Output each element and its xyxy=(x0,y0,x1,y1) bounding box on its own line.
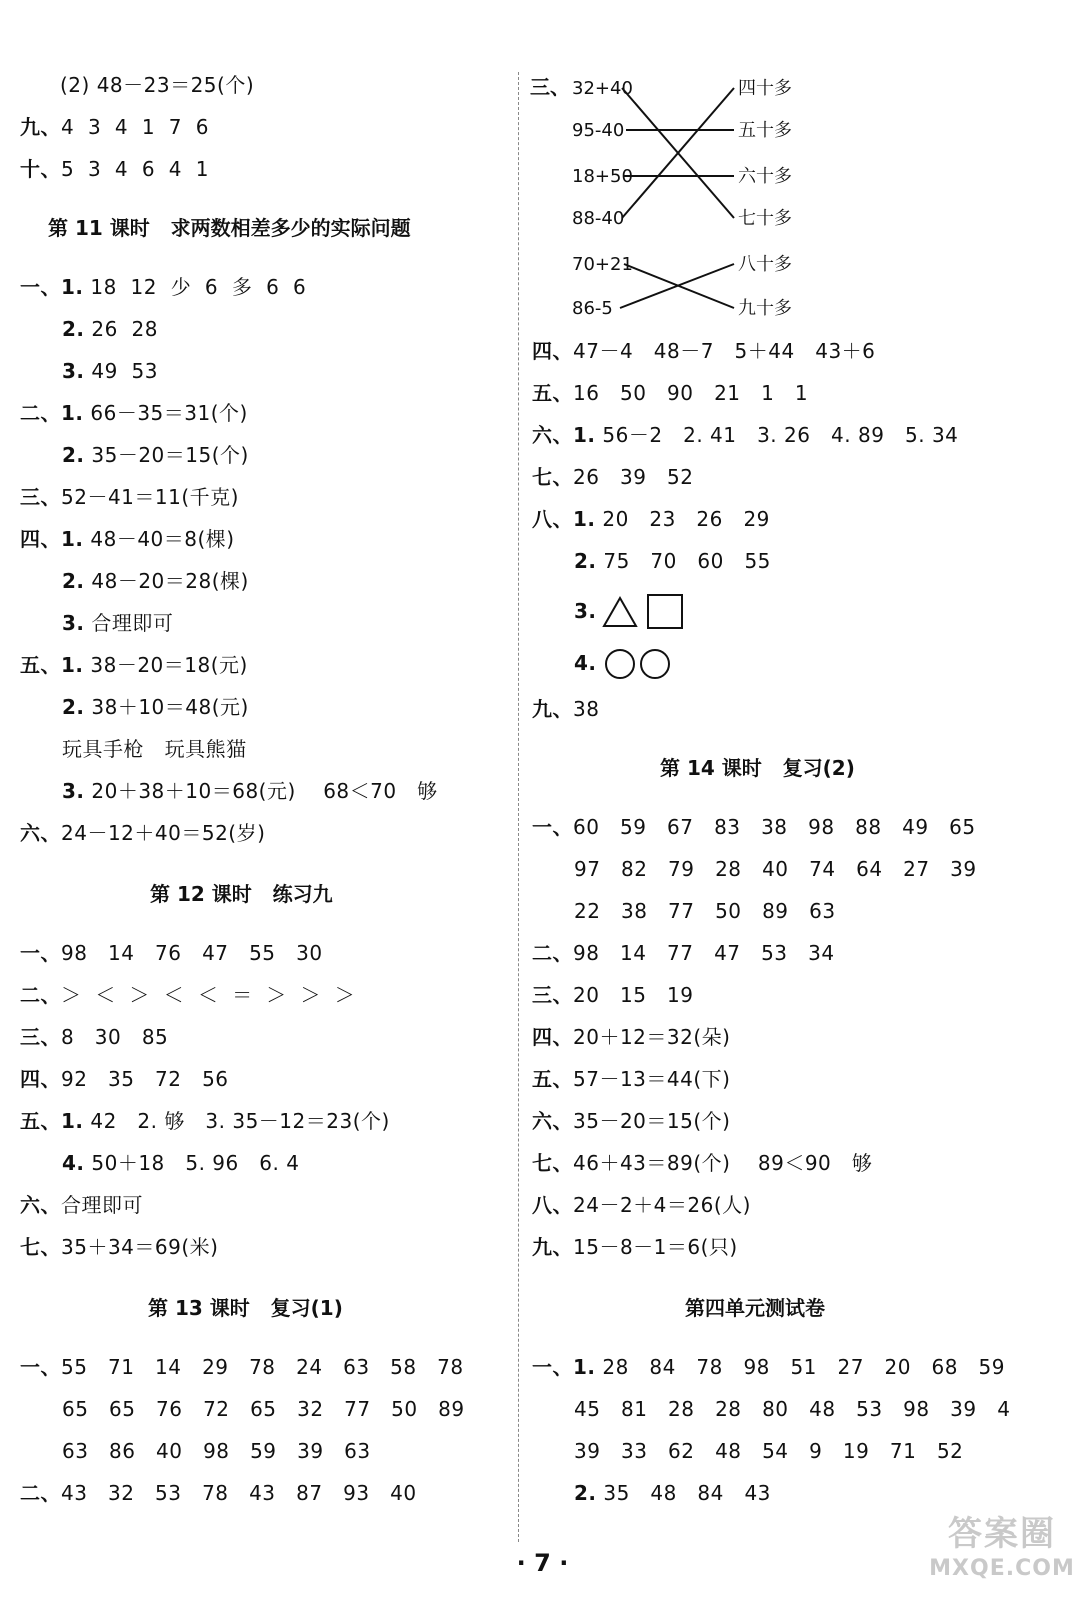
answer-line: 四、92 35 72 56 xyxy=(20,1067,229,1091)
question-label: 六、 xyxy=(20,821,61,845)
match-right-item: 五十多 xyxy=(738,120,792,141)
answer-line: 4. 50＋18 5. 96 6. 4 xyxy=(62,1151,300,1175)
answer-line: 六、35－20＝15(个) xyxy=(532,1109,731,1133)
match-left-item: 70+21 xyxy=(572,254,633,275)
answer-line: 三、20 15 19 xyxy=(532,983,694,1007)
question-label: 3. xyxy=(62,359,85,383)
answer-line: 四、1. 48－40＝8(棵) xyxy=(20,527,235,551)
answer-line: 六、24－12＋40＝52(岁) xyxy=(20,821,266,845)
answer-line: 3. 49 53 xyxy=(62,359,158,383)
answer-line: 九、15－8－1＝6(只) xyxy=(532,1235,738,1259)
answer-line: 五、1. 42 2. 够 3. 35－12＝23(个) xyxy=(20,1109,390,1133)
question-label: 八、 xyxy=(532,1193,573,1217)
answer-line: 五、1. 38－20＝18(元) xyxy=(20,653,248,677)
answer-line: 2. 26 28 xyxy=(62,317,158,341)
answer-line: 十、5 3 4 6 4 1 xyxy=(20,157,209,181)
question-label: 二、1. xyxy=(20,401,84,425)
answer-line: 九、38 xyxy=(532,697,600,721)
answer-line: 二、1. 66－35＝31(个) xyxy=(20,401,248,425)
question-label: 五、1. xyxy=(20,653,84,677)
question-label: 四、 xyxy=(532,339,573,363)
question-label: 3. xyxy=(62,779,85,803)
match-right-item: 八十多 xyxy=(738,254,792,275)
answer-line: 一、1. 28 84 78 98 51 27 20 68 59 xyxy=(532,1355,1005,1379)
answer-line: 四、47－4 48－7 5＋44 43＋6 xyxy=(532,339,876,363)
question-label: 三、 xyxy=(20,485,61,509)
answer-line: 八、24－2＋4＝26(人) xyxy=(532,1193,751,1217)
circle-icon xyxy=(606,650,634,678)
question-label: 三、 xyxy=(532,983,573,1007)
question-label: 2. xyxy=(62,317,85,341)
answer-line: 2. 35－20＝15(个) xyxy=(62,443,249,467)
triangle-icon xyxy=(604,598,636,626)
question-label: 一、 xyxy=(20,1355,61,1379)
answer-line: (2) 48－23＝25(个) xyxy=(60,73,255,97)
answer-line: 2. 38＋10＝48(元) xyxy=(62,695,249,719)
answer-line: 六、合理即可 xyxy=(20,1193,143,1217)
section-heading: 第四单元测试卷 xyxy=(685,1296,825,1320)
circle-icon xyxy=(641,650,669,678)
answer-line: 二、＞ ＜ ＞ ＜ ＜ ＝ ＞ ＞ ＞ xyxy=(20,983,356,1007)
question-label: 2. xyxy=(62,569,85,593)
answer-line: 七、26 39 52 xyxy=(532,465,694,489)
answer-line: 22 38 77 50 89 63 xyxy=(574,899,836,923)
answer-line: 39 33 62 48 54 9 19 71 52 xyxy=(574,1439,964,1463)
question-label: 4. xyxy=(574,651,597,675)
question-label: 五、 xyxy=(532,1067,573,1091)
section-heading: 第 14 课时 复习(2) xyxy=(660,756,855,780)
match-left-item: 86-5 xyxy=(572,298,613,319)
matching-diagram xyxy=(530,68,830,328)
question-label: 一、1. xyxy=(532,1355,596,1379)
answer-line: 2. 75 70 60 55 xyxy=(574,549,771,573)
column-divider xyxy=(518,72,519,1542)
answer-line: 97 82 79 28 40 74 64 27 39 xyxy=(574,857,977,881)
question-label: 三、 xyxy=(20,1025,61,1049)
question-label: 七、 xyxy=(532,1151,573,1175)
answer-line: 63 86 40 98 59 39 63 xyxy=(62,1439,371,1463)
match-right-item: 九十多 xyxy=(738,298,792,319)
page-number: · 7 · xyxy=(516,1549,569,1577)
question-label: 2. xyxy=(574,549,597,573)
answer-line: 2. 35 48 84 43 xyxy=(574,1481,771,1505)
watermark-text: 答案圈 xyxy=(948,1514,1056,1554)
answer-line: 2. 48－20＝28(棵) xyxy=(62,569,249,593)
answer-line: 三、8 30 85 xyxy=(20,1025,169,1049)
question-label: 二、 xyxy=(532,941,573,965)
question-label: 五、1. xyxy=(20,1109,84,1133)
question-label: 六、1. xyxy=(532,423,596,447)
question-label: 六、 xyxy=(532,1109,573,1133)
question-label: 三、 xyxy=(530,75,570,99)
answer-line: 八、1. 20 23 26 29 xyxy=(532,507,770,531)
question-label: 二、 xyxy=(20,983,61,1007)
question-label: 4. xyxy=(62,1151,85,1175)
answer-line: 玩具手枪 玩具熊猫 xyxy=(62,737,247,761)
question-label: 九、 xyxy=(532,1235,573,1259)
square-icon xyxy=(648,595,682,628)
question-label: 四、1. xyxy=(20,527,84,551)
answer-line: 一、1. 18 12 少 6 多 6 6 xyxy=(20,275,307,299)
answer-line: 九、4 3 4 1 7 6 xyxy=(20,115,209,139)
match-left-item: 95-40 xyxy=(572,120,625,141)
answer-line: 五、57－13＝44(下) xyxy=(532,1067,731,1091)
section-heading: 第 11 课时 求两数相差多少的实际问题 xyxy=(48,216,411,240)
match-right-item: 七十多 xyxy=(738,208,792,229)
answer-line: 一、60 59 67 83 38 98 88 49 65 xyxy=(532,815,976,839)
question-label: 2. xyxy=(62,695,85,719)
answer-line: 45 81 28 28 80 48 53 98 39 4 xyxy=(574,1397,1011,1421)
answer-line: 65 65 76 72 65 32 77 50 89 xyxy=(62,1397,465,1421)
question-label: 一、 xyxy=(532,815,573,839)
question-label: 九、 xyxy=(532,697,573,721)
answer-line: 3. 20＋38＋10＝68(元) 68＜70 够 xyxy=(62,779,438,803)
answer-line: 二、98 14 77 47 53 34 xyxy=(532,941,835,965)
question-label: 3. xyxy=(574,599,597,623)
answer-line: 一、98 14 76 47 55 30 xyxy=(20,941,323,965)
answer-line xyxy=(574,596,597,626)
section-heading: 第 12 课时 练习九 xyxy=(150,882,333,906)
section-heading: 第 13 课时 复习(1) xyxy=(148,1296,343,1320)
answer-line xyxy=(574,648,597,678)
match-left-item: 88-40 xyxy=(572,208,625,229)
match-left-item: 18+50 xyxy=(572,166,633,187)
answer-line: 一、55 71 14 29 78 24 63 58 78 xyxy=(20,1355,464,1379)
question-label: 七、 xyxy=(532,465,573,489)
watermark-url: MXQE.COM xyxy=(929,1556,1075,1581)
question-label: 四、 xyxy=(532,1025,573,1049)
answer-line: 五、16 50 90 21 1 1 xyxy=(532,381,809,405)
question-label: 六、 xyxy=(20,1193,61,1217)
match-right-item: 四十多 xyxy=(738,78,792,99)
question-label: 一、 xyxy=(20,941,61,965)
answer-line: 六、1. 56－2 2. 41 3. 26 4. 89 5. 34 xyxy=(532,423,959,447)
question-label: 二、 xyxy=(20,1481,61,1505)
shapes-answer xyxy=(600,646,680,682)
answer-line: 二、43 32 53 78 43 87 93 40 xyxy=(20,1481,417,1505)
question-label: 八、1. xyxy=(532,507,596,531)
question-label: 2. xyxy=(62,443,85,467)
question-label: 3. xyxy=(62,611,85,635)
question-label: 五、 xyxy=(532,381,573,405)
match-left-item: 32+40 xyxy=(572,78,633,99)
answer-line: 七、35＋34＝69(米) xyxy=(20,1235,219,1259)
answer-line: 三、52－41＝11(千克) xyxy=(20,485,239,509)
question-label: 2. xyxy=(574,1481,597,1505)
question-label: 九、 xyxy=(20,115,61,139)
question-label: 一、1. xyxy=(20,275,84,299)
watermark-logo xyxy=(927,1512,1077,1594)
shapes-answer xyxy=(600,592,690,632)
answer-line: 3. 合理即可 xyxy=(62,611,174,635)
question-label: 七、 xyxy=(20,1235,61,1259)
answer-line: 七、46＋43＝89(个) 89＜90 够 xyxy=(532,1151,873,1175)
match-right-item: 六十多 xyxy=(738,166,792,187)
answer-line: 四、20＋12＝32(朵) xyxy=(532,1025,731,1049)
question-label: 十、 xyxy=(20,157,61,181)
question-label: 四、 xyxy=(20,1067,61,1091)
